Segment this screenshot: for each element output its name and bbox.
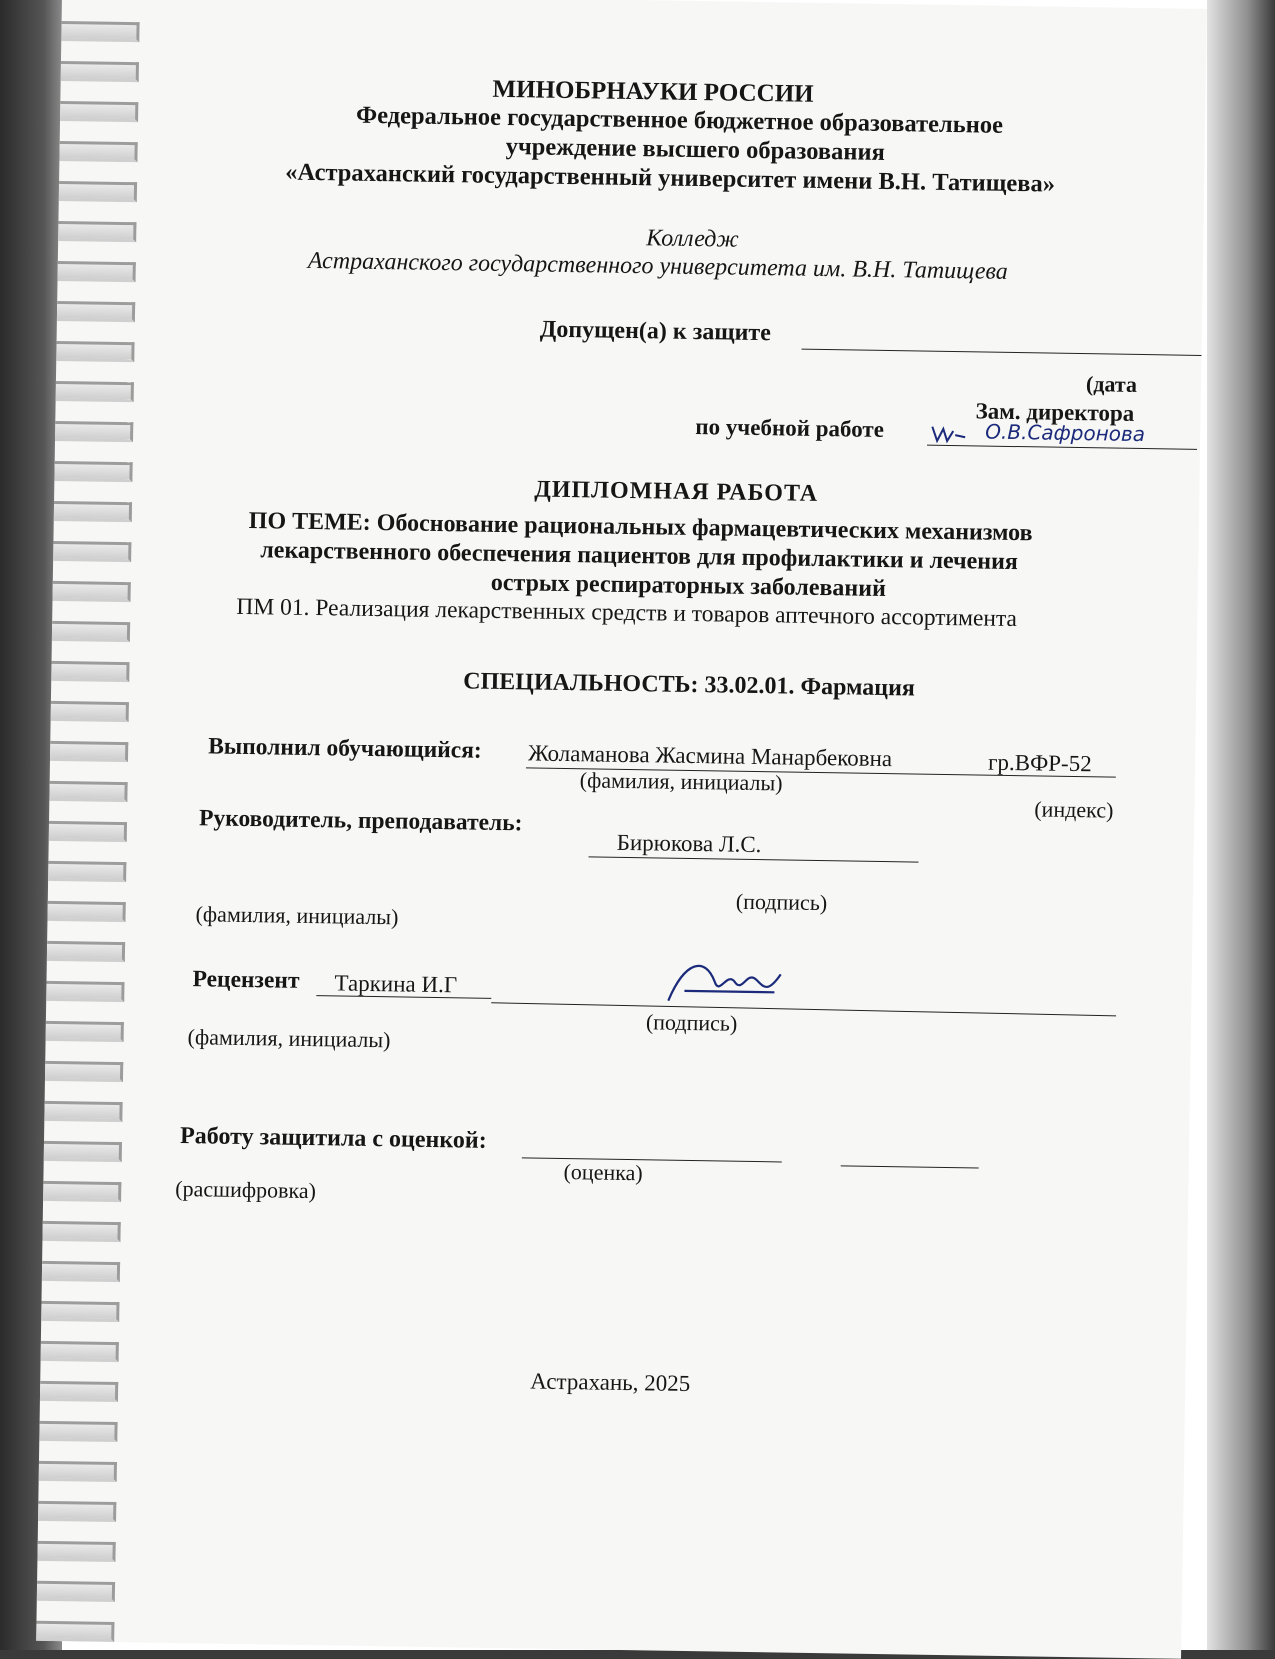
deputy-initials-signature [929,421,969,448]
binding-coil [51,701,129,722]
admission-label: Допущен(а) к защите [539,316,772,347]
professional-module: ПМ 01. Реализация лекарственных средств и товаров аптечного ассортимента [236,593,1018,633]
supervisor-name-caption: (фамилия, инициалы) [195,901,399,930]
city-year: Астрахань, 2025 [530,1368,691,1397]
binding-coil [52,621,130,642]
specialty: СПЕЦИАЛЬНОСТЬ: 33.02.01. Фармация [463,668,916,702]
defense-decode-caption: (расшифровка) [175,1175,317,1204]
institution-line-2: учреждение высшего образования [505,132,886,166]
binding-coil [36,1621,114,1642]
binding-coil [42,1221,120,1242]
binding-coil [49,821,127,842]
college-label: Колледж [646,225,739,253]
college-name: Астраханского государственного университета им. В.Н. Татищева [307,247,1008,285]
binding-coil [59,181,137,202]
binding-coil [42,1261,120,1282]
binding-coil [50,741,128,762]
binding-coil [37,1581,115,1602]
supervisor-name: Бирюкова Л.С. [616,829,762,858]
binding-coil [48,861,126,882]
binding-coil [44,1141,122,1162]
binding-coil [52,581,130,602]
binding-coil [38,1501,116,1522]
reviewer-signature [664,951,785,1013]
binding-coil [41,1301,119,1322]
defense-decode-line [841,1165,979,1168]
reviewer-signature-line [491,1002,1116,1016]
date-caption: (дата [1085,371,1138,397]
binding-coil [43,1181,121,1202]
student-name-caption: (фамилия, инициалы) [579,767,783,796]
binding-coil [39,1461,117,1482]
topic-line-3: острых респираторных заболеваний [490,569,887,603]
student-index-caption: (индекс) [1034,796,1114,823]
topic-line-1: ПО ТЕМЕ: Обоснование рациональных фармацевтических механизмов [248,508,1033,547]
binding-coil [55,421,133,442]
reviewer-label: Рецензент [192,966,300,994]
student-name: Жоламанова Жасмина Манарбековна [527,740,893,772]
binding-coil [56,341,134,362]
binding-coil [54,501,132,522]
binding-coil [37,1541,115,1562]
binding-coil [60,101,138,122]
defense-grade-caption: (оценка) [563,1159,643,1186]
admission-date-line [802,349,1202,356]
binding-coil [49,781,127,802]
student-group: гр.ВФР-52 [987,749,1092,777]
reviewer-name: Таркина И.Г [334,970,458,998]
binding-coil [47,941,125,962]
reviewer-name-caption: (фамилия, инициалы) [187,1024,391,1053]
defense-label: Работу защитила с оценкой: [179,1123,487,1154]
binding-coil [56,381,134,402]
deputy-handwritten-name: О.В.Сафронова [985,419,1146,447]
binding-coil [40,1381,118,1402]
binding-coil [46,981,124,1002]
binding-coil [58,261,136,282]
supervisor-sign-caption: (подпись) [735,888,828,916]
binding-coil [57,301,135,322]
binding-coil [51,661,129,682]
university-name: «Астраханский государственный университет имени В.Н. Татищева» [285,158,1056,198]
deputy-title-2: по учебной работе [695,414,885,442]
binding-coil [41,1341,119,1362]
scanner-edge-right [1207,0,1275,1650]
binding-coil [45,1061,123,1082]
reviewer-sign-caption: (подпись) [645,1009,738,1036]
binding-coil [46,1021,124,1042]
ministry-heading: МИНОБРНАУКИ РОССИИ [492,75,814,108]
binding-coil [53,541,131,562]
defense-grade-line [522,1157,782,1162]
deputy-title-1: Зам. директора [975,398,1135,426]
binding-coil [47,901,125,922]
binding-coil [59,141,137,162]
binding-coil [61,21,139,42]
binding-coil [58,221,136,242]
binding-coil [44,1101,122,1122]
document-type: ДИПЛОМНАЯ РАБОТА [534,476,819,507]
topic-line-2: лекарственного обеспечения пациентов для профилактики и лечения [260,537,1019,576]
student-label: Выполнил обучающийся: [208,733,482,764]
institution-line-1: Федеральное государственное бюджетное образовательное [355,101,1004,139]
binding-coil [39,1421,117,1442]
supervisor-label: Руководитель, преподаватель: [198,805,523,837]
document-page [36,0,1207,1659]
binding-coil [54,461,132,482]
